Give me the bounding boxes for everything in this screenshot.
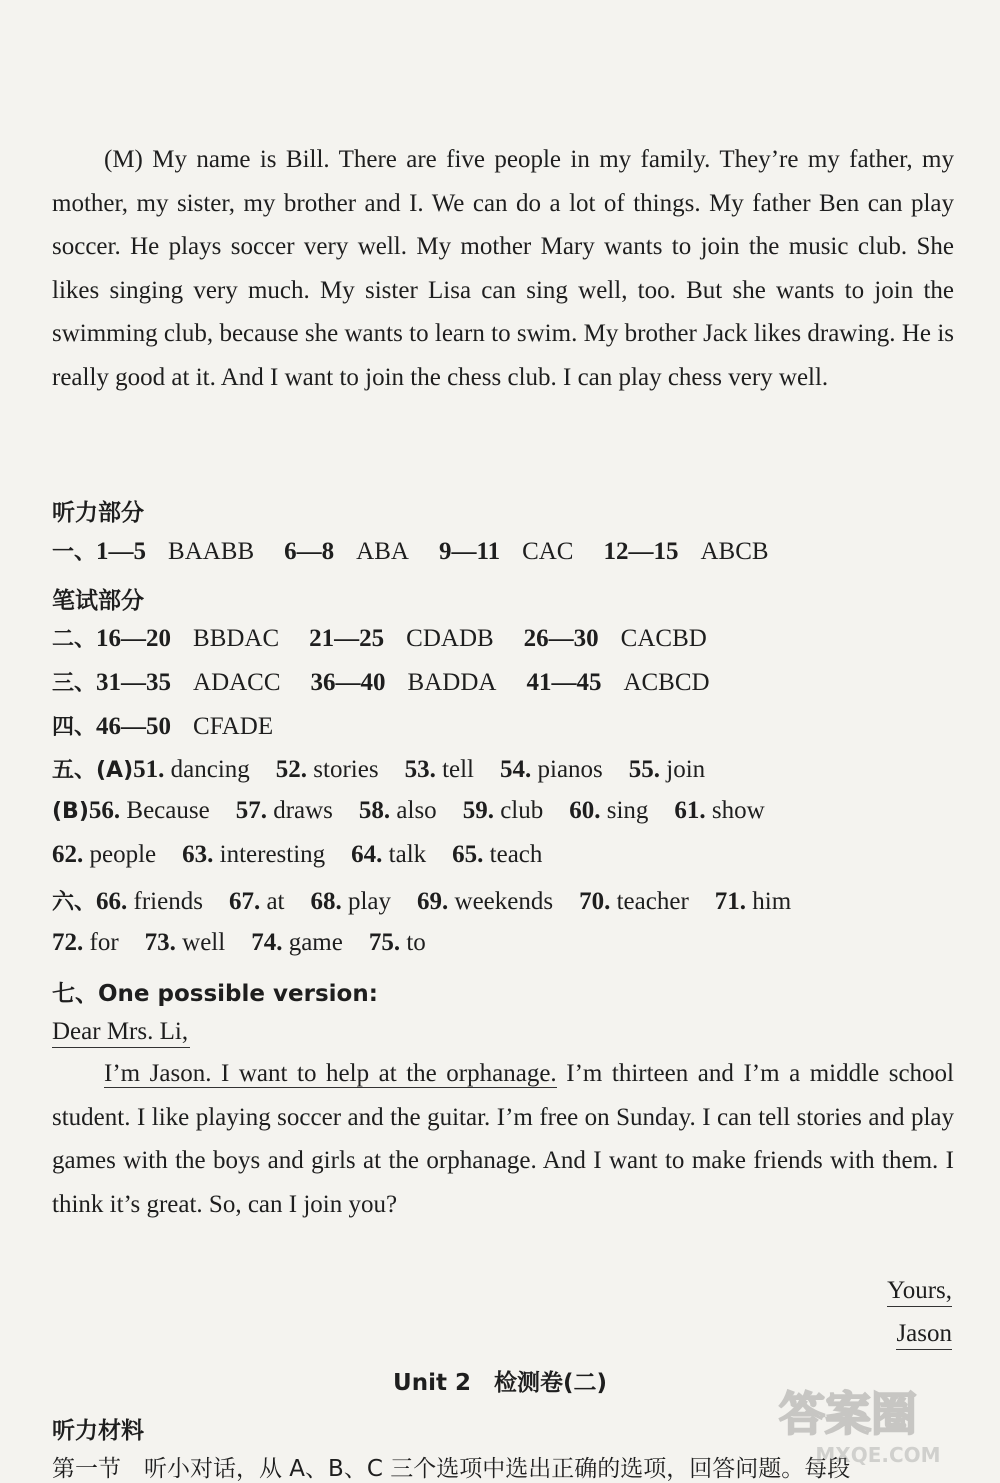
answer-item: 54. pianos (500, 756, 603, 783)
answer-item: 58. also (358, 797, 437, 824)
answer-item: 63. interesting (182, 841, 326, 868)
section-6a-answers: 六、66. friends 67. at 68. play 69. weekends 70. teacher 71. him (52, 888, 792, 915)
answer-item: 61. show (674, 797, 765, 824)
section-5a-answers: 五、(A)51. dancing 52. stories 53. tell 54. pianos 55. join (52, 756, 706, 783)
answer-group: 12—15 ABCB (603, 538, 769, 565)
answer-item: 65. teach (452, 841, 543, 868)
section-6b-answers (52, 929, 962, 957)
answer-item: 70. teacher (579, 888, 689, 915)
answer-item: 60. sing (569, 797, 649, 824)
answer-item: 72. for (52, 929, 119, 956)
listening-heading: 听力部分 (52, 500, 144, 526)
answer-item: 74. game (251, 929, 343, 956)
section-5b-answers: (B)56. Because 57. draws 58. also 59. club 60. sing 61. show (52, 797, 765, 824)
answer-group: 1—5 BAABB (96, 538, 255, 565)
listening-transcript: (M) My name is Bill. There are five people in my family. They’re my father, my mother, my sister, my brother and I. We can do a lot of things. My father Ben can play soccer. He plays soccer very well. My mother Mary wants to join the music club. She likes singing very much. My sister Lisa can sing well, too. But she wants to join the swimming club, because she wants to learn to swim. My brother Jack likes drawing. He is really good at it. And I want to join the chess club. I can play chess very well. (52, 146, 954, 391)
section-3-answers: 三、31—35 ADACC 36—40 BADDA 41—45 ACBCD (52, 669, 710, 696)
answer-item: 52. stories (275, 756, 379, 783)
answer-group: 36—40 BADDA (310, 669, 497, 696)
unit-title: Unit 2 检测卷(二) (393, 1370, 607, 1396)
answer-group: 31—35 ADACC (96, 669, 281, 696)
letter-closing: Yours, (887, 1276, 952, 1307)
section-5c-answers (52, 841, 962, 869)
answer-item: 62. people (52, 841, 157, 868)
answer-group: 26—30 CACBD (523, 625, 707, 652)
letter-opening: I’m Jason. I want to help at the orphanage. (104, 1060, 557, 1087)
section-7-heading: 七、One possible version: (52, 981, 378, 1007)
letter-body (52, 1052, 954, 1226)
watermark-logo (728, 1378, 968, 1468)
watermark-text: 答案圈 (779, 1387, 917, 1441)
answer-item: 75. to (368, 929, 426, 956)
answer-item: 66. friends (96, 888, 203, 915)
answer-item: 55. join (628, 756, 706, 783)
written-heading: 笔试部分 (52, 588, 144, 614)
letter-text: I’m thirteen and I’m a middle school student. I like playing soccer and the guitar. I’m free on Sunday. I can tell stories and play games with the boys and girls at the orphanage. And I want to make friends with them. I think it’s great. So, can I join you? (52, 1060, 954, 1218)
answer-item: 56. Because (88, 797, 210, 824)
section-1-prefix: 一、 (52, 540, 97, 565)
answer-item: 64. talk (351, 841, 427, 868)
listening-material-heading: 听力材料 (52, 1418, 144, 1444)
letter-salutation: Dear Mrs. Li, (52, 1017, 190, 1048)
letter-signature: Jason (896, 1319, 952, 1350)
answer-item: 71. him (714, 888, 792, 915)
answer-item: 53. tell (404, 756, 474, 783)
answer-item: 51. dancing (133, 756, 250, 783)
answer-item: 69. weekends (417, 888, 554, 915)
answer-group: 41—45 ACBCD (526, 669, 710, 696)
answer-item: 59. club (462, 797, 544, 824)
answer-group: 46—50 CFADE (96, 713, 274, 740)
section-4-answers: 四、46—50 CFADE (52, 713, 274, 740)
section-2-answers: 二、16—20 BBDAC 21—25 CDADB 26—30 CACBD (52, 625, 707, 652)
cut-off-instruction: 第一节 听小对话，从 A、B、C 三个选项中选出正确的选项，回答问题。每段 (52, 1456, 851, 1482)
answer-group: 16—20 BBDAC (96, 625, 280, 652)
answer-item: 57. draws (235, 797, 333, 824)
answer-item: 68. play (310, 888, 392, 915)
listening-answers (52, 535, 962, 566)
answer-group: 6—8 ABA (284, 538, 409, 565)
answer-item: 67. at (228, 888, 285, 915)
answer-group: 21—25 CDADB (309, 625, 494, 652)
watermark-site: MXQE.COM (815, 1443, 941, 1467)
answer-group: 9—11 CAC (438, 538, 574, 565)
answer-item: 73. well (144, 929, 226, 956)
